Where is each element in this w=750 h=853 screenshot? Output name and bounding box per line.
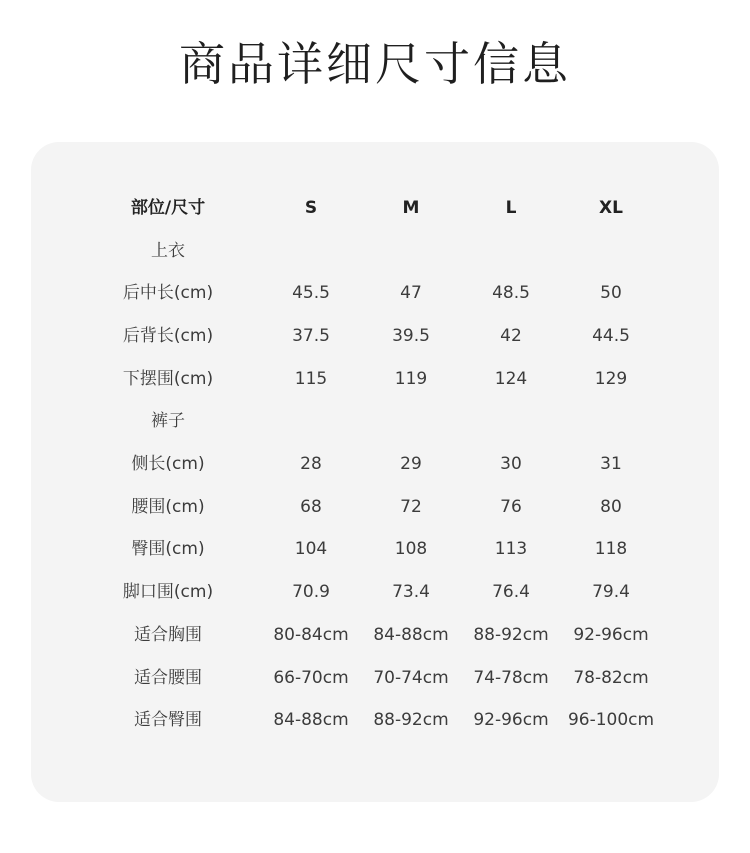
size-value-cell: 30 (500, 454, 522, 474)
size-value-cell: 76.4 (492, 582, 530, 603)
size-value-cell: 119 (394, 368, 428, 389)
row-label-cell: 侧长(cm) (131, 454, 205, 474)
size-value-cell: 68 (300, 496, 322, 517)
size-chart-card (31, 142, 719, 802)
size-value-cell: 70-74cm (373, 667, 449, 688)
page-title: 商品详细尺寸信息 (179, 37, 571, 91)
size-value-cell: 66-70cm (273, 667, 349, 688)
table-row (31, 315, 719, 357)
size-value-cell: 50 (600, 283, 622, 304)
table-header-row (31, 187, 719, 229)
table-row (31, 486, 719, 528)
size-value-cell (561, 230, 661, 272)
row-label-cell: 适合臀围 (134, 710, 202, 731)
table-row (31, 400, 719, 442)
header-cell-l: L (505, 198, 517, 218)
row-label-cell: 后中长(cm) (122, 283, 214, 304)
size-value-cell (361, 400, 461, 442)
row-label-cell: 上衣 (151, 240, 185, 261)
table-row (31, 528, 719, 570)
size-value-cell: 29 (400, 454, 422, 474)
header-cell-xl: XL (599, 198, 623, 218)
row-label-cell: 腰围(cm) (131, 496, 205, 517)
size-value-cell: 84-88cm (373, 624, 449, 645)
size-value-cell: 48.5 (492, 283, 530, 304)
size-value-cell: 80-84cm (273, 624, 349, 645)
size-value-cell: 37.5 (292, 325, 330, 346)
size-value-cell: 96-100cm (567, 710, 655, 731)
size-value-cell: 74-78cm (473, 667, 549, 688)
size-value-cell: 70.9 (292, 582, 330, 603)
size-value-cell: 92-96cm (573, 624, 649, 645)
size-value-cell: 72 (400, 496, 422, 517)
table-row (31, 230, 719, 272)
size-value-cell: 92-96cm (473, 710, 549, 731)
size-value-cell: 78-82cm (573, 667, 649, 688)
table-row (31, 358, 719, 400)
size-value-cell (561, 400, 661, 442)
table-row (31, 443, 719, 485)
row-label-cell: 适合腰围 (134, 667, 202, 688)
row-label-cell: 脚口围(cm) (122, 582, 214, 603)
size-value-cell: 76 (500, 496, 522, 517)
header-cell-s: S (304, 198, 318, 218)
size-value-cell: 115 (294, 368, 328, 389)
size-value-cell: 108 (394, 539, 428, 560)
table-row (31, 571, 719, 613)
size-value-cell: 42 (500, 325, 522, 346)
size-value-cell: 44.5 (592, 325, 630, 346)
size-value-cell: 73.4 (392, 582, 430, 603)
size-value-cell: 113 (494, 539, 528, 560)
size-value-cell (461, 400, 561, 442)
size-value-cell: 104 (294, 539, 328, 560)
table-row (31, 657, 719, 699)
header-cell-part-size: 部位/尺寸 (130, 198, 206, 218)
table-row (31, 272, 719, 314)
size-value-cell: 28 (300, 454, 322, 474)
size-value-cell: 39.5 (392, 325, 430, 346)
size-value-cell: 79.4 (592, 582, 630, 603)
size-value-cell (361, 230, 461, 272)
size-value-cell: 118 (594, 539, 628, 560)
size-value-cell: 47 (400, 283, 422, 304)
row-label-cell: 裤子 (151, 411, 185, 432)
header-cell-m: M (402, 198, 420, 218)
size-value-cell: 88-92cm (373, 710, 449, 731)
size-value-cell: 84-88cm (273, 710, 349, 731)
size-value-cell (461, 230, 561, 272)
size-value-cell: 80 (600, 496, 622, 517)
size-value-cell (261, 230, 361, 272)
row-label-cell: 臀围(cm) (131, 539, 205, 560)
size-value-cell: 124 (494, 368, 528, 389)
size-value-cell (261, 400, 361, 442)
table-row (31, 614, 719, 656)
size-value-cell: 45.5 (292, 283, 330, 304)
row-label-cell: 下摆围(cm) (122, 368, 214, 389)
row-label-cell: 适合胸围 (134, 624, 202, 645)
size-value-cell: 129 (594, 368, 628, 389)
row-label-cell: 后背长(cm) (122, 325, 214, 346)
size-value-cell: 88-92cm (473, 624, 549, 645)
table-row (31, 699, 719, 741)
size-value-cell: 31 (600, 454, 622, 474)
